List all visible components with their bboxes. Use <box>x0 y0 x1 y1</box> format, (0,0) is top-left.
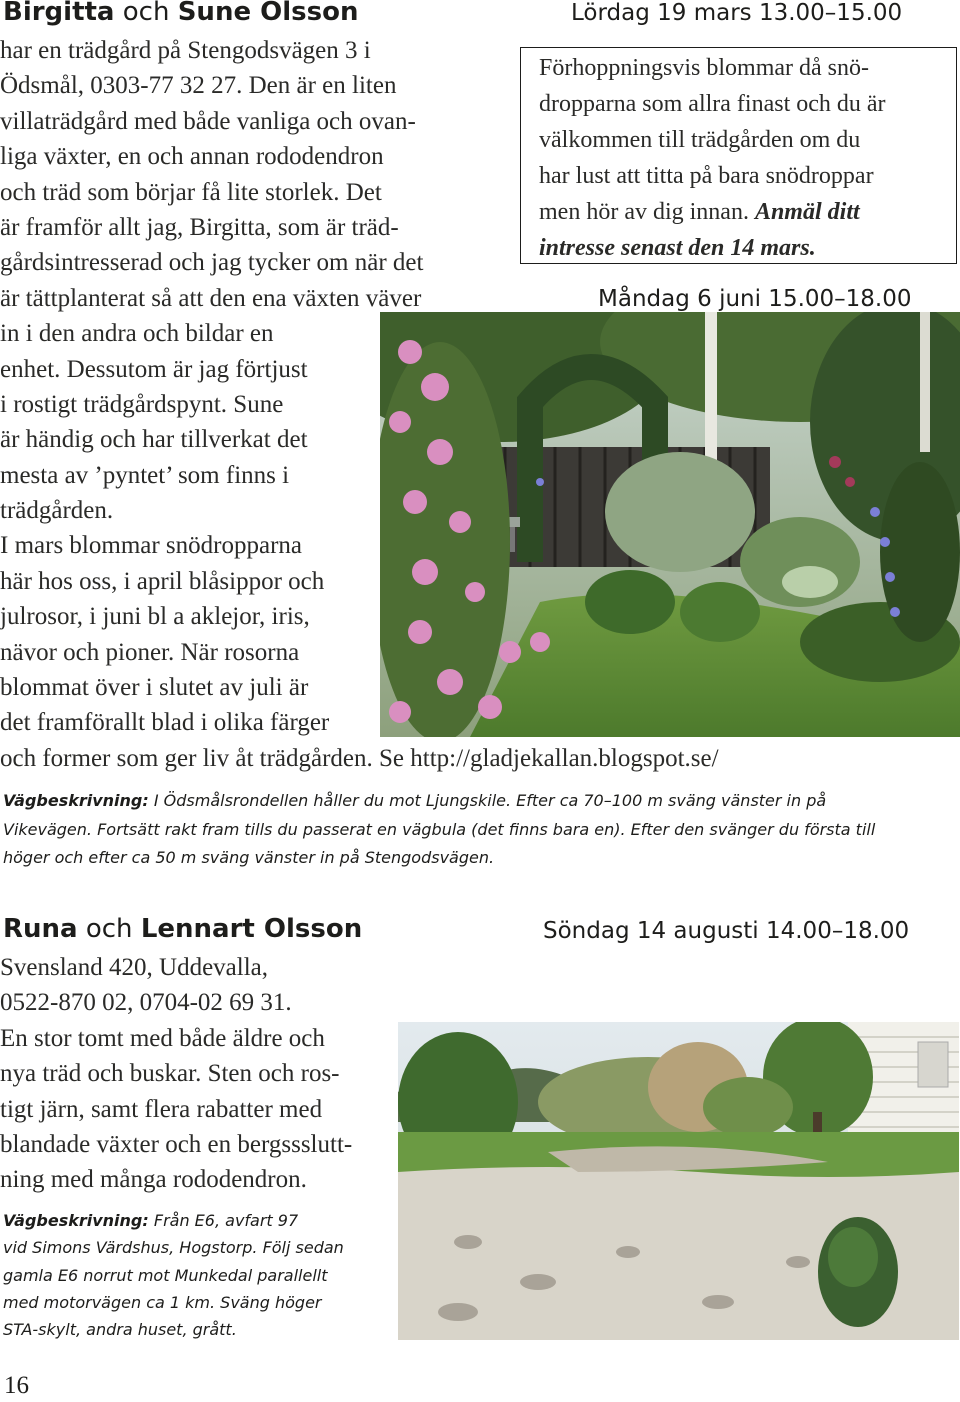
info-box-line: dropparna som allra finast och du är <box>539 91 886 117</box>
directions-label: Vägbeskrivning: <box>3 1211 149 1230</box>
body-line: tigt järn, samt flera rabatter med <box>0 1095 323 1123</box>
body-line: liga växter, en och annan rododendron <box>0 143 384 171</box>
body-line: I mars blommar snödropparna <box>0 532 303 560</box>
body-line: och former som ger liv åt trädgården. Se http://gladjekallan.blogspot.se/ <box>0 744 719 772</box>
info-box-line: har lust att titta på bara snödroppar <box>539 163 874 189</box>
owner-and: och <box>122 0 170 27</box>
page-number: 16 <box>4 1372 29 1399</box>
directions-line: Vägbeskrivning: I Ödsmålsrondellen håller du mot Ljungskile. Efter ca 70–100 m sväng vänster in på <box>3 791 827 810</box>
owner-last-name: Sune Olsson <box>177 0 359 27</box>
body-line: och träd som börjar få lite storlek. Det <box>0 178 382 206</box>
body-line: En stor tomt med både äldre och <box>0 1024 325 1052</box>
info-box-line <box>539 194 956 230</box>
directions-line: STA-skylt, andra huset, grått. <box>3 1320 237 1340</box>
info-box-line: välkommen till trädgården om du <box>539 127 861 153</box>
directions-line: höger och efter ca 50 m sväng vänster in på Stengodsvägen. <box>3 848 495 867</box>
body-line: julrosor, i juni bl a aklejor, iris, <box>0 603 310 631</box>
directions-line: Vägbeskrivning: Från E6, avfart 97 <box>3 1211 299 1230</box>
owner-and: och <box>85 914 133 944</box>
garden-2-title <box>3 914 362 944</box>
body-line: är framför allt jag, Birgitta, som är träd- <box>0 213 399 241</box>
body-line: 0522-870 02, 0704-02 69 31. <box>0 989 292 1017</box>
body-line: in i den andra och bildar en <box>0 320 274 348</box>
body-line: nya träd och buskar. Sten och ros- <box>0 1060 340 1088</box>
open-date-1: Lördag 19 mars 13.00–15.00 <box>571 0 903 26</box>
directions-line: med motorvägen ca 1 km. Sväng höger <box>3 1292 322 1312</box>
directions-1 <box>3 787 875 873</box>
body-line: i rostigt trädgårdspynt. Sune <box>0 390 284 418</box>
info-box-plain: men hör av dig innan. <box>539 199 755 225</box>
body-line: nävor och pioner. När rosorna <box>0 638 300 666</box>
info-box-line: Förhoppningsvis blommar då snö- <box>539 55 869 81</box>
body-line: blommat över i slutet av juli är <box>0 674 309 702</box>
directions-line: gamla E6 norrut mot Munkedal parallellt <box>3 1265 328 1285</box>
directions-label: Vägbeskrivning: <box>3 791 149 810</box>
body-line: gårdsintresserad och jag tycker om när det <box>0 249 424 277</box>
garden-2-description <box>0 950 352 1198</box>
body-line: blandade växter och en bergssslutt- <box>0 1130 353 1158</box>
body-line: Ödsmål, 0303-77 32 27. Den är en liten <box>0 72 397 100</box>
owner-first-name: Birgitta <box>3 0 115 27</box>
owner-last-name: Lennart Olsson <box>140 914 363 944</box>
body-line: enhet. Dessutom är jag förtjust <box>0 355 308 383</box>
body-line: har en trädgård på Stengodsvägen 3 i <box>0 37 371 64</box>
directions-line: Vikevägen. Fortsätt rakt fram tills du passerat en vägbula (det finns bara en). Efter den svänger du första till <box>3 819 876 839</box>
info-box-snowdrops <box>520 47 957 264</box>
garden-1-title <box>3 0 358 27</box>
info-box-deadline: intresse senast den 14 mars. <box>539 235 816 261</box>
garden-photo-runa-lennart <box>398 1022 959 1340</box>
body-line: villaträdgård med både vanliga och ovan- <box>0 107 416 135</box>
directions-line: vid Simons Värdshus, Hogstorp. Följ sedan <box>3 1238 344 1258</box>
body-line: Svensland 420, Uddevalla, <box>0 954 269 981</box>
body-line: ning med många rododendron. <box>0 1166 307 1194</box>
open-date-2: Måndag 6 juni 15.00–18.00 <box>598 286 912 312</box>
open-date-3: Söndag 14 augusti 14.00–18.00 <box>543 918 910 944</box>
body-line: är händig och har tillverkat det <box>0 426 308 454</box>
body-line: trädgården. <box>0 497 114 525</box>
info-box-line <box>539 230 956 266</box>
body-line: här hos oss, i april blåsippor och <box>0 567 325 595</box>
body-line: mesta av ’pyntet’ som finns i <box>0 461 290 489</box>
body-line: det framförallt blad i olika färger <box>0 709 330 737</box>
owner-first-name: Runa <box>3 914 78 944</box>
info-box-register-note: Anmäl ditt <box>754 199 860 225</box>
body-line: är tättplanterat så att den ena växten väver <box>0 284 422 312</box>
directions-2 <box>3 1207 344 1343</box>
